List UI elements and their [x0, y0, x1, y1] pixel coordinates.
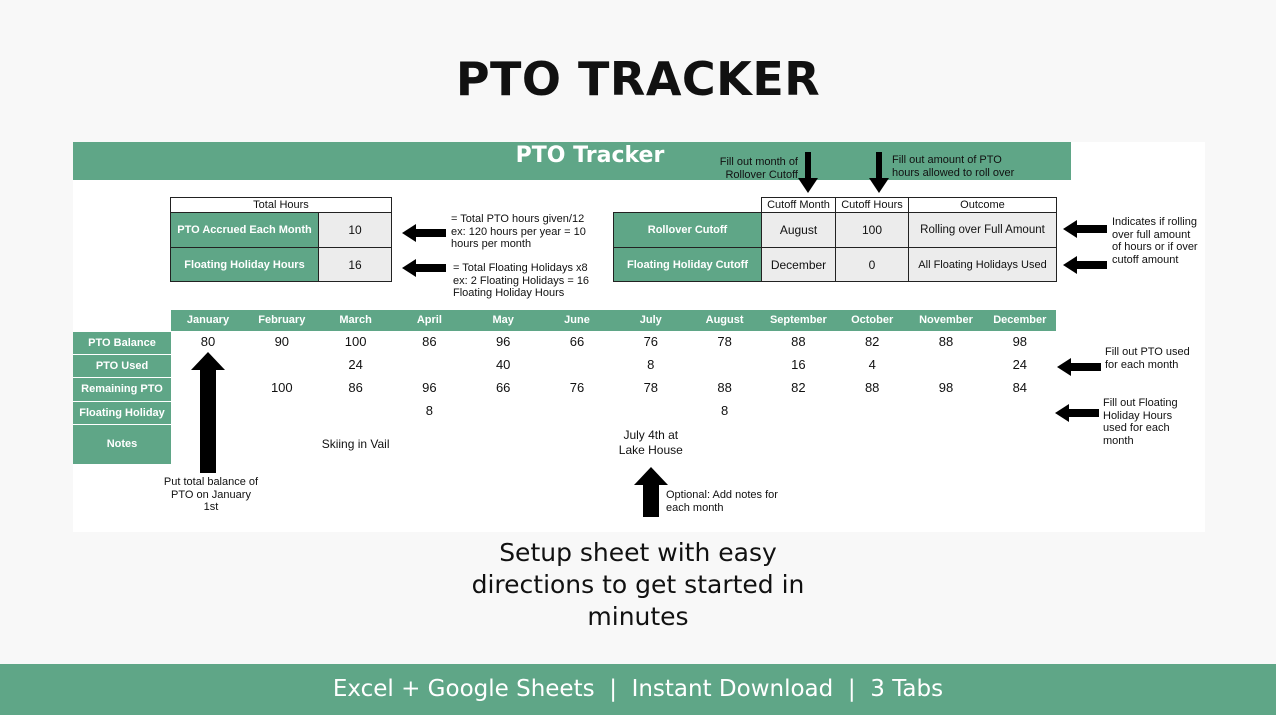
pto-balance-cell[interactable]: 98: [1012, 334, 1028, 349]
month-header: October: [851, 314, 894, 326]
note-total-floating: = Total Floating Holidays x8 ex: 2 Floating Holidays = 16 Floating Holiday Hours: [453, 262, 590, 299]
remaining-pto-cell[interactable]: 88: [864, 380, 880, 395]
row-label-remaining-pto: Remaining PTO: [73, 378, 171, 401]
month-header: December: [993, 314, 1047, 326]
arrow-left-icon: [1057, 357, 1101, 377]
remaining-pto-cell[interactable]: 88: [717, 380, 732, 395]
note-notes-help: Optional: Add notes for each month: [666, 489, 778, 514]
subtitle: Setup sheet with easy directions to get started in minutes: [471, 538, 805, 631]
arrow-left-icon: [1063, 219, 1107, 239]
month-header: March: [339, 314, 372, 326]
pto-balance-cell[interactable]: 88: [938, 334, 954, 349]
row-label-floating-holiday: Floating Holiday: [73, 402, 171, 424]
cutoff-hours-header: Cutoff Hours: [835, 197, 909, 213]
floating-holiday-cell[interactable]: 8: [720, 403, 729, 418]
note-rollover-month: Fill out month of Rollover Cutoff: [719, 156, 798, 181]
row-label-pto-used: PTO Used: [73, 355, 171, 377]
month-header: February: [258, 314, 306, 326]
row-label-pto-balance: PTO Balance: [73, 332, 171, 354]
pto-used-cell[interactable]: 24: [348, 357, 363, 372]
pto-balance-cell[interactable]: 78: [717, 334, 732, 349]
note-pto-used: Fill out PTO used for each month: [1105, 346, 1190, 371]
remaining-pto-cell[interactable]: 76: [569, 380, 585, 395]
floating-outcome: All Floating Holidays Used: [908, 247, 1057, 282]
month-header: August: [705, 314, 744, 326]
total-hours-header: Total Hours: [170, 197, 392, 213]
pto-balance-cell[interactable]: 88: [791, 334, 806, 349]
floating-holiday-hours-value[interactable]: 16: [318, 247, 392, 282]
floating-cutoff-hours[interactable]: 0: [835, 247, 909, 282]
arrow-left-icon: [1055, 403, 1099, 423]
note-outcome: Indicates if rolling over full amount of hours or if over cutoff amount: [1112, 216, 1198, 266]
month-header: June: [564, 314, 590, 326]
pto-balance-cell[interactable]: 96: [495, 334, 511, 349]
note-total-pto: = Total PTO hours given/12 ex: 120 hours per year = 10 hours per month: [451, 213, 586, 250]
pto-balance-cell[interactable]: 76: [643, 334, 659, 349]
month-header: July: [639, 314, 662, 326]
remaining-pto-cell[interactable]: 98: [938, 380, 954, 395]
floating-cutoff-month[interactable]: December: [761, 247, 836, 282]
note-balance: Put total balance of PTO on January 1st: [163, 476, 259, 513]
month-header: November: [919, 314, 973, 326]
footer-banner: Excel + Google Sheets | Instant Download | 3 Tabs: [0, 664, 1276, 715]
month-header: January: [186, 314, 230, 326]
arrow-left-icon: [402, 258, 446, 278]
page-title: PTO TRACKER: [455, 52, 821, 106]
pto-balance-cell[interactable]: 66: [569, 334, 585, 349]
remaining-pto-cell[interactable]: 82: [791, 380, 806, 395]
arrow-up-icon: [191, 352, 225, 473]
pto-balance-cell[interactable]: 90: [274, 334, 290, 349]
pto-balance-cell[interactable]: 82: [864, 334, 880, 349]
sheet-title: PTO Tracker: [515, 143, 665, 168]
arrow-left-icon: [402, 223, 446, 243]
note-floating-used: Fill out Floating Holiday Hours used for each month: [1103, 397, 1178, 447]
rollover-cutoff-label: Rollover Cutoff: [613, 212, 762, 248]
month-header: September: [769, 314, 827, 326]
pto-used-cell[interactable]: 40: [495, 357, 511, 372]
remaining-pto-cell[interactable]: 100: [270, 380, 293, 395]
floating-cutoff-label: Floating Holiday Cutoff: [613, 247, 762, 282]
month-header: May: [492, 314, 514, 326]
notes-cell[interactable]: Skiing in Vail: [321, 437, 390, 451]
cutoff-month-header: Cutoff Month: [761, 197, 836, 213]
pto-accrued-label: PTO Accrued Each Month: [170, 212, 319, 248]
arrow-up-icon: [634, 467, 668, 517]
arrow-down-icon: [869, 152, 889, 194]
pto-balance-cell[interactable]: 86: [422, 334, 437, 349]
notes-cell[interactable]: July 4th at Lake House: [618, 428, 683, 457]
pto-used-cell[interactable]: 16: [791, 357, 806, 372]
remaining-pto-cell[interactable]: 78: [643, 380, 659, 395]
floating-holiday-cell[interactable]: 8: [425, 403, 433, 418]
pto-balance-cell[interactable]: 80: [200, 334, 216, 349]
pto-used-cell[interactable]: 4: [868, 357, 876, 372]
row-label-notes: Notes: [73, 425, 171, 464]
floating-holiday-hours-label: Floating Holiday Hours: [170, 247, 319, 282]
arrow-down-icon: [798, 152, 818, 194]
note-rollover-hours: Fill out amount of PTO hours allowed to roll over: [892, 154, 1015, 179]
pto-accrued-value[interactable]: 10: [318, 212, 392, 248]
remaining-pto-cell[interactable]: 66: [495, 380, 511, 395]
pto-used-cell[interactable]: 24: [1012, 357, 1028, 372]
remaining-pto-cell[interactable]: 96: [422, 380, 437, 395]
remaining-pto-cell[interactable]: 86: [348, 380, 363, 395]
month-header: April: [416, 314, 442, 326]
arrow-left-icon: [1063, 255, 1107, 275]
rollover-cutoff-month[interactable]: August: [761, 212, 836, 248]
remaining-pto-cell[interactable]: 84: [1012, 380, 1028, 395]
outcome-header: Outcome: [908, 197, 1057, 213]
pto-balance-cell[interactable]: 100: [344, 334, 367, 349]
rollover-outcome: Rolling over Full Amount: [908, 212, 1057, 248]
rollover-cutoff-hours[interactable]: 100: [835, 212, 909, 248]
pto-used-cell[interactable]: 8: [647, 357, 655, 372]
